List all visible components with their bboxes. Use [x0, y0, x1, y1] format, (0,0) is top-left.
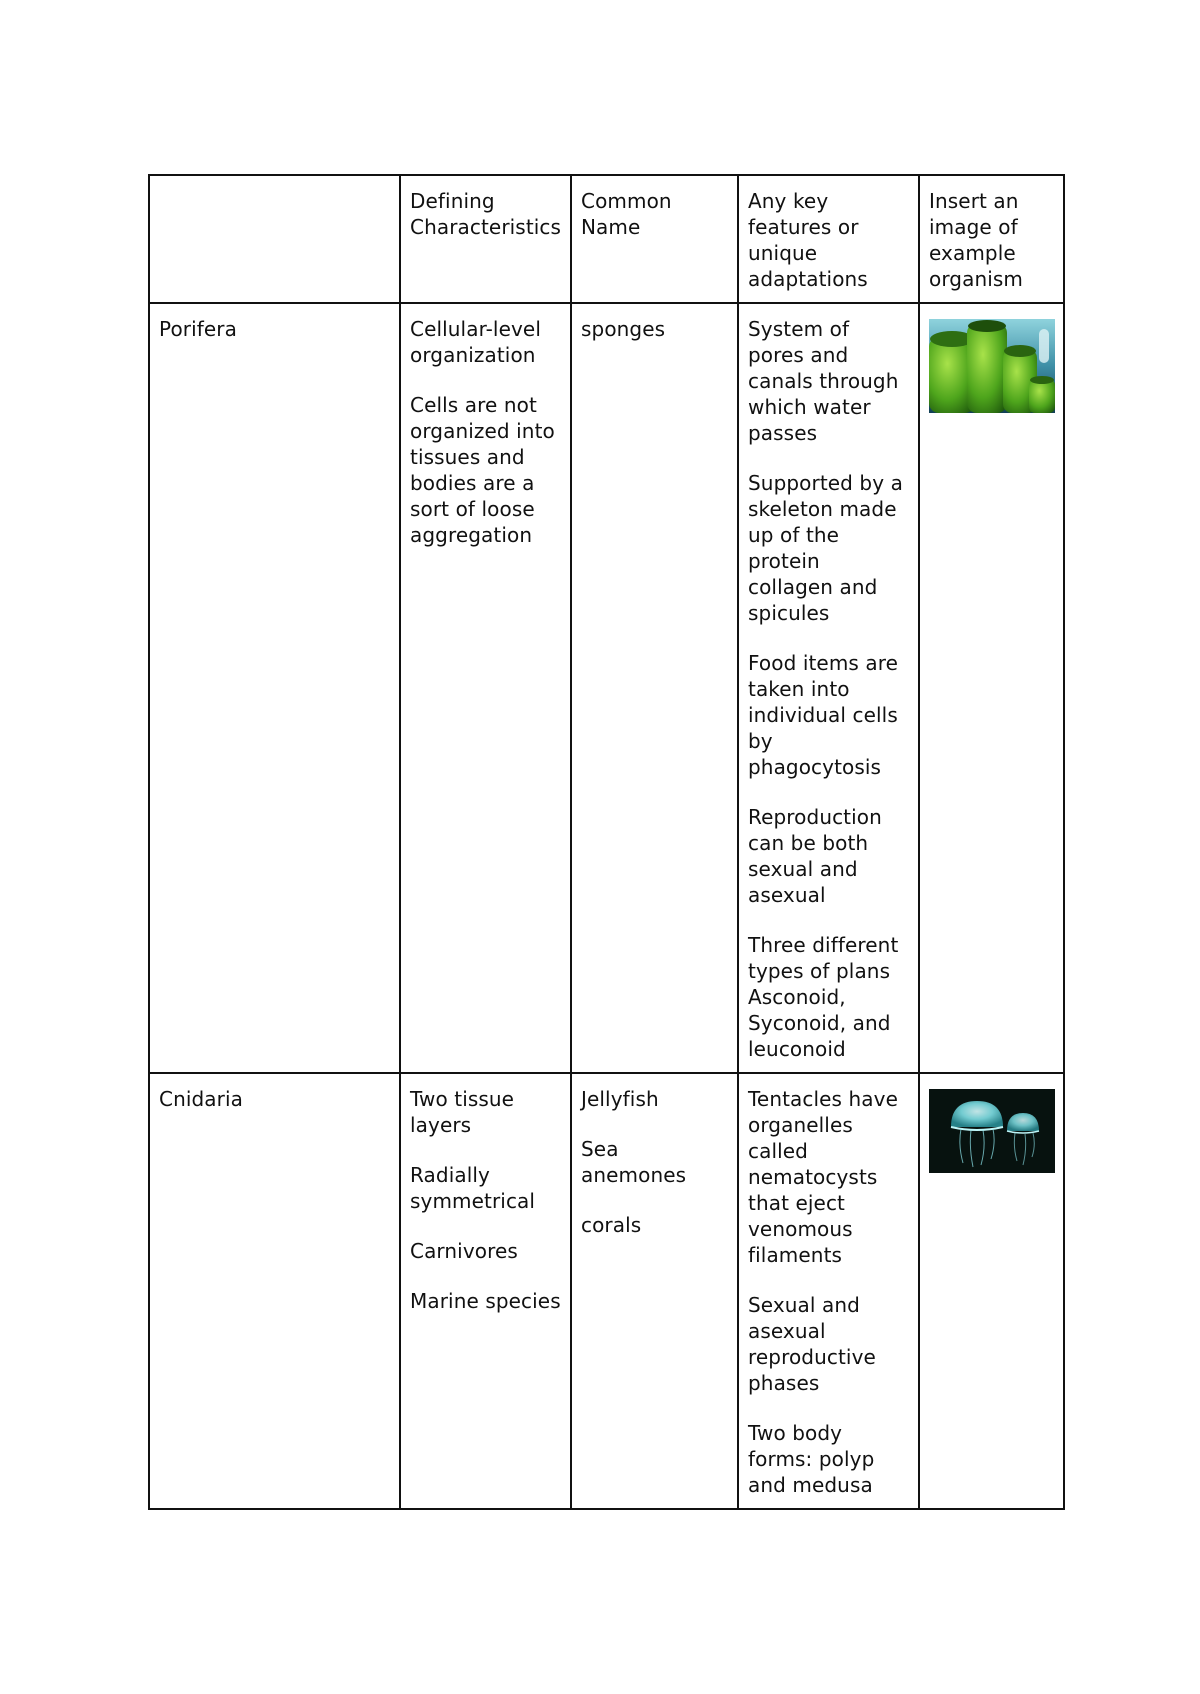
feature-item: Reproduction can be both sexual and asexual — [748, 805, 882, 907]
feature-item: Food items are taken into individual cells by phagocytosis — [748, 651, 899, 779]
feature-item: Three different types of plans Asconoid, Syconoid, and leuconoid — [748, 933, 899, 1061]
feature-item: System of pores and canals through which water passes — [748, 317, 899, 445]
sponge-image — [929, 319, 1055, 413]
features-cell — [738, 1073, 919, 1509]
characteristic-item: Carnivores — [410, 1239, 518, 1263]
classification-table — [148, 174, 1065, 1510]
phylum-name: Porifera — [149, 303, 400, 1073]
characteristic-item: Cells are not organized into tissues and bodies are a sort of loose aggregation — [410, 393, 555, 547]
jellyfish-image — [929, 1089, 1055, 1173]
characteristics-cell — [400, 303, 571, 1073]
header-key-features: Any key features or unique adaptations — [738, 175, 919, 303]
header-cell-empty — [149, 175, 400, 303]
characteristic-item: Marine species — [410, 1289, 561, 1313]
header-example-image: Insert an image of example organism — [919, 175, 1064, 303]
features-cell — [738, 303, 919, 1073]
common-name-item: Sea anemones — [581, 1137, 687, 1187]
image-cell — [919, 303, 1064, 1073]
common-name-item: Jellyfish — [581, 1087, 659, 1111]
characteristic-item: Two tissue layers — [410, 1087, 515, 1137]
feature-item: Supported by a skeleton made up of the protein collagen and spicules — [748, 471, 903, 625]
table-header-row — [149, 175, 1064, 303]
feature-item: Sexual and asexual reproductive phases — [748, 1293, 876, 1395]
characteristic-item: Cellular-level organization — [410, 317, 541, 367]
characteristic-item: Radially symmetrical — [410, 1163, 536, 1213]
image-cell — [919, 1073, 1064, 1509]
feature-item: Two body forms: polyp and medusa — [748, 1421, 875, 1497]
common-name-cell — [571, 303, 738, 1073]
characteristics-cell — [400, 1073, 571, 1509]
table-row — [149, 1073, 1064, 1509]
common-name-item: corals — [581, 1213, 642, 1237]
table-row — [149, 303, 1064, 1073]
header-common-name: Common Name — [571, 175, 738, 303]
feature-item: Tentacles have organelles called nematocysts that eject venomous filaments — [748, 1087, 899, 1267]
common-name-item: sponges — [581, 317, 666, 341]
header-defining-characteristics: Defining Characteristics — [400, 175, 571, 303]
common-name-cell — [571, 1073, 738, 1509]
phylum-name: Cnidaria — [149, 1073, 400, 1509]
